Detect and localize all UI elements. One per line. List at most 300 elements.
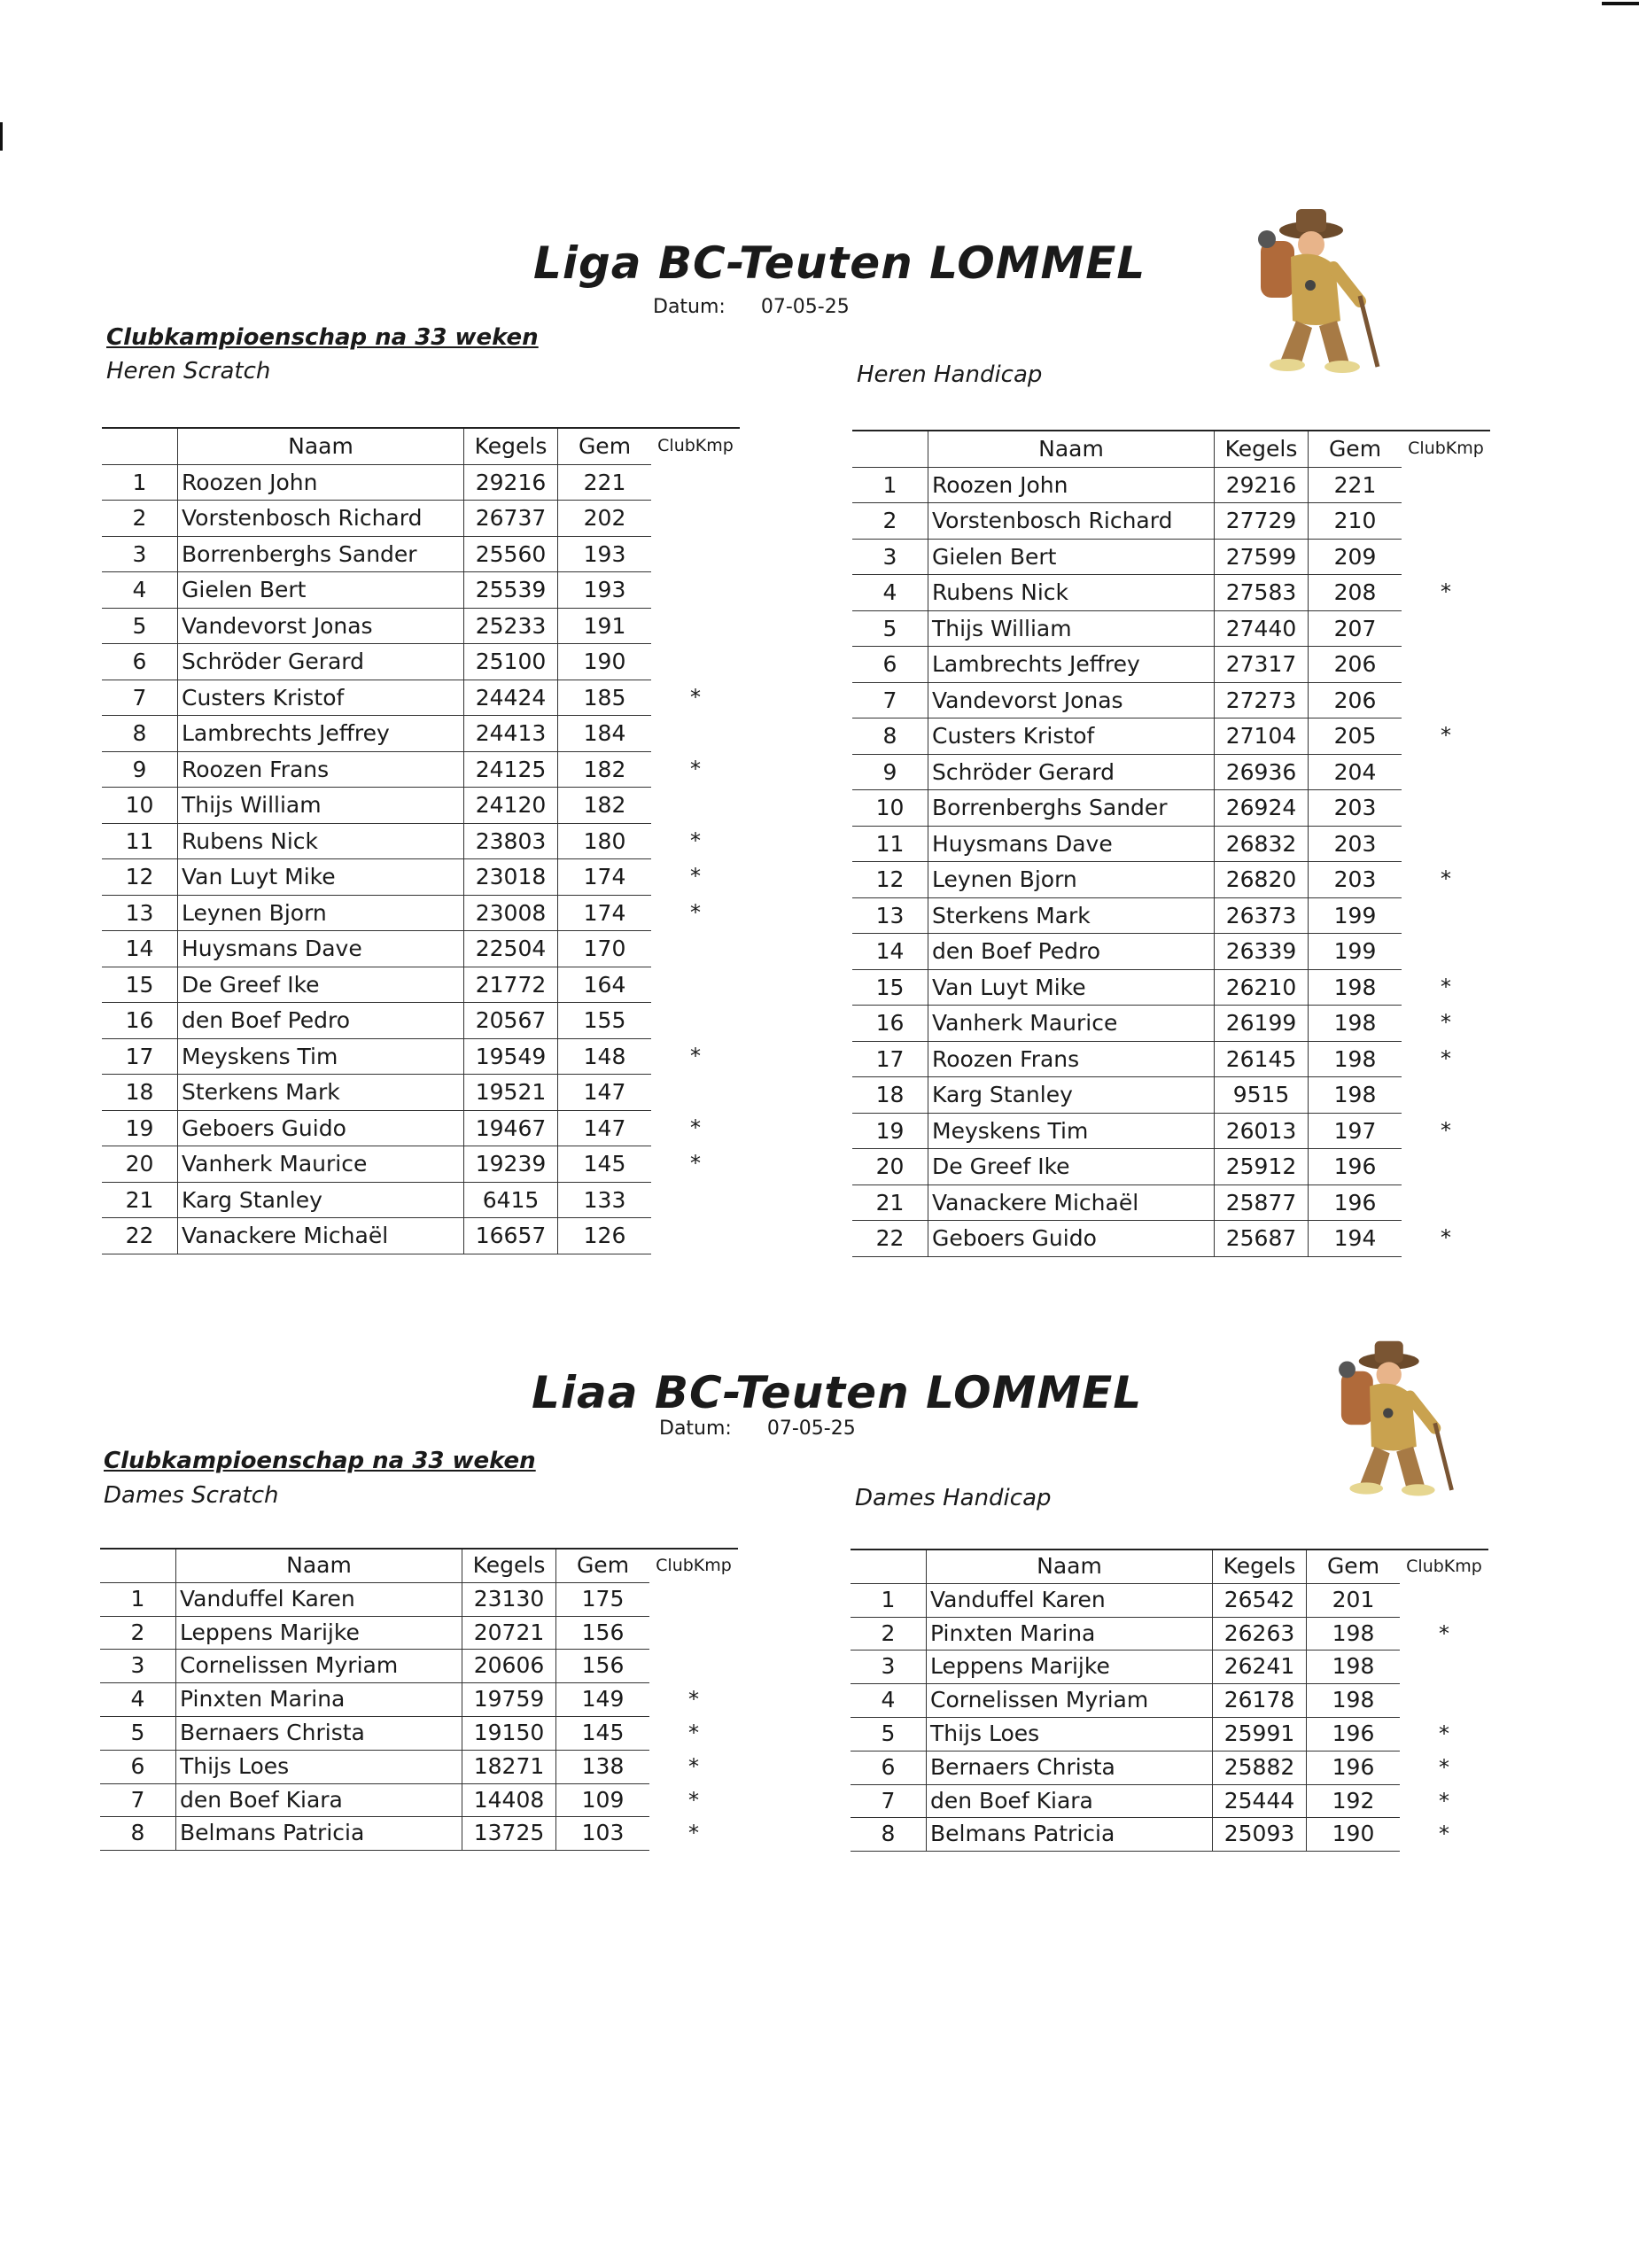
rank-cell: 19 [852,1113,928,1149]
gem-cell: 103 [556,1817,650,1851]
gem-cell: 196 [1309,1149,1402,1185]
rank-cell: 14 [852,934,928,970]
gem-cell: 197 [1309,1113,1402,1149]
kegels-cell: 19759 [462,1683,556,1717]
kegels-cell: 19150 [462,1716,556,1750]
kegels-cell: 26210 [1215,969,1309,1006]
gem-cell: 198 [1309,1077,1402,1114]
kegels-cell: 27317 [1215,647,1309,683]
player-name-cell: Gielen Bert [928,539,1215,575]
kegels-cell: 19521 [464,1075,558,1111]
heren-handicap-label: Heren Handicap [857,361,1043,388]
kegels-cell: 25882 [1213,1751,1307,1784]
table-row [100,1783,738,1817]
rank-cell: 9 [852,754,928,790]
player-name-cell: Vanduffel Karen [927,1583,1213,1617]
kegels-cell: 19467 [464,1110,558,1146]
player-name-cell: Meyskens Tim [928,1113,1215,1149]
section-heading-dames: Clubkampioenschap na 33 weken [104,1448,536,1474]
clubkmp-cell: * [1439,1620,1449,1646]
gem-cell: 203 [1309,826,1402,862]
gem-cell: 164 [558,967,652,1003]
gem-cell: 208 [1309,575,1402,611]
column-header-gem: Gem [556,1549,650,1582]
player-name-cell: Schröder Gerard [178,644,464,680]
player-name-cell: Vanduffel Karen [176,1582,462,1616]
player-name-cell: Leppens Marijke [927,1651,1213,1684]
gem-cell: 192 [1307,1784,1401,1818]
kegels-cell: 26178 [1213,1684,1307,1718]
gem-cell: 201 [1307,1583,1401,1617]
rank-cell: 6 [851,1751,927,1784]
rank-cell: 11 [852,826,928,862]
table-row [100,1716,738,1750]
rank-cell: 6 [852,647,928,683]
player-name-cell: den Boef Pedro [928,934,1215,970]
rank-cell: 22 [102,1218,178,1254]
gem-cell: 190 [1307,1818,1401,1852]
kegels-cell: 26737 [464,501,558,537]
gem-cell: 138 [556,1750,650,1783]
gem-cell: 190 [558,644,652,680]
gem-cell: 175 [556,1582,650,1616]
rank-cell: 2 [102,501,178,537]
dames-scratch-table [100,1548,738,1851]
scan-mark-left [0,122,3,151]
rank-cell: 2 [100,1616,176,1650]
gem-cell: 145 [556,1716,650,1750]
column-header-kegels: Kegels [1213,1550,1307,1583]
datum-value: 07-05-25 [760,296,850,318]
rank-cell: 4 [851,1684,927,1718]
table-row [851,1818,1488,1852]
gem-cell: 185 [558,680,652,716]
table-row [851,1784,1488,1818]
gem-cell: 147 [558,1075,652,1111]
clubkmp-cell: * [1439,1788,1449,1814]
clubkmp-cell [1402,647,1490,683]
gem-cell: 170 [558,931,652,967]
kegels-cell: 26263 [1213,1617,1307,1651]
kegels-cell: 25912 [1215,1149,1309,1185]
gem-cell: 204 [1309,754,1402,790]
clubkmp-cell [651,464,740,501]
table-row [852,503,1490,540]
header-blank-cell [851,1550,927,1583]
kegels-cell: 22504 [464,931,558,967]
player-name-cell: Vanherk Maurice [928,1006,1215,1042]
rank-cell: 15 [852,969,928,1006]
clubkmp-cell [1402,1149,1490,1185]
table-row [851,1617,1488,1651]
dames-handicap-label: Dames Handicap [855,1485,1052,1511]
rank-cell: 13 [102,895,178,931]
player-name-cell: Roozen Frans [928,1041,1215,1077]
kegels-cell: 20606 [462,1650,556,1683]
table-row [852,1077,1490,1114]
rank-cell: 3 [100,1650,176,1683]
rank-cell: 14 [102,931,178,967]
gem-cell: 109 [556,1783,650,1817]
table-row [851,1717,1488,1751]
kegels-cell: 25560 [464,536,558,572]
table-row [100,1750,738,1783]
kegels-cell: 18271 [462,1750,556,1783]
clubkmp-cell [1402,790,1490,827]
clubkmp-cell: * [690,756,701,781]
kegels-cell: 25233 [464,608,558,644]
kegels-cell: 27104 [1215,718,1309,755]
rank-cell: 11 [102,823,178,859]
column-header-gem: Gem [1309,431,1402,467]
kegels-cell: 26199 [1215,1006,1309,1042]
gem-cell: 126 [558,1218,652,1254]
clubkmp-cell [1402,1077,1490,1114]
table-row [102,501,740,537]
rank-cell: 9 [102,751,178,788]
table-row [102,1038,740,1075]
player-name-cell: Thijs William [178,788,464,824]
header-blank-cell [852,431,928,467]
table-row [102,823,740,859]
rank-cell: 12 [102,859,178,896]
rank-cell: 16 [102,1003,178,1039]
player-name-cell: Bernaers Christa [176,1716,462,1750]
kegels-cell: 27729 [1215,503,1309,540]
heren-handicap-body [852,431,1490,1256]
kegels-cell: 26936 [1215,754,1309,790]
gem-cell: 209 [1309,539,1402,575]
clubkmp-cell [1402,467,1490,503]
kegels-cell: 27273 [1215,682,1309,718]
gem-cell: 174 [558,895,652,931]
table-row [100,1683,738,1717]
clubkmp-cell [1402,682,1490,718]
player-name-cell: Rubens Nick [928,575,1215,611]
kegels-cell: 13725 [462,1817,556,1851]
table-row [852,1041,1490,1077]
table-row [102,931,740,967]
player-name-cell: Vanackere Michaël [178,1218,464,1254]
player-name-cell: Van Luyt Mike [928,969,1215,1006]
clubkmp-cell: * [690,899,701,925]
player-name-cell: Custers Kristof [928,718,1215,755]
column-header-clubkmp: ClubKmp [1400,1550,1488,1583]
clubkmp-cell [651,572,740,609]
table-header-row [100,1549,738,1582]
table-row [852,1184,1490,1221]
gem-cell: 156 [556,1650,650,1683]
rank-cell: 4 [100,1683,176,1717]
clubkmp-cell: * [690,827,701,853]
datum-line [653,296,850,318]
rank-cell: 5 [851,1717,927,1751]
kegels-cell: 29216 [1215,467,1309,503]
player-name-cell: Pinxten Marina [176,1683,462,1717]
player-name-cell: Lambrechts Jeffrey [178,716,464,752]
player-name-cell: Cornelissen Myriam [927,1684,1213,1718]
clubkmp-cell [651,1218,740,1254]
table-row [852,718,1490,755]
gem-cell: 198 [1309,1041,1402,1077]
table-row [852,934,1490,970]
player-name-cell: Roozen John [178,464,464,501]
table-row [102,859,740,896]
kegels-cell: 29216 [464,464,558,501]
rank-cell: 1 [100,1582,176,1616]
player-name-cell: Leynen Bjorn [178,895,464,931]
player-name-cell: Thijs Loes [176,1750,462,1783]
table-header-row [851,1550,1488,1583]
column-header-gem: Gem [558,428,652,464]
clubkmp-cell [1400,1684,1488,1718]
gem-cell: 193 [558,572,652,609]
clubkmp-cell: * [688,1753,699,1779]
clubkmp-cell [1402,503,1490,540]
clubkmp-cell: * [690,1151,701,1176]
table-row [102,1110,740,1146]
player-name-cell: Roozen Frans [178,751,464,788]
clubkmp-cell: * [1441,1045,1451,1071]
clubkmp-cell [1402,1184,1490,1221]
kegels-cell: 26145 [1215,1041,1309,1077]
clubkmp-cell: * [690,1043,701,1068]
header-blank-cell [102,428,178,464]
player-name-cell: Leynen Bjorn [928,862,1215,898]
kegels-cell: 25539 [464,572,558,609]
clubkmp-cell [651,501,740,537]
hiker-mascot-icon [1227,197,1387,374]
clubkmp-cell: * [1439,1720,1449,1746]
clubkmp-cell [651,788,740,824]
dames-scratch-body [100,1549,738,1851]
table-row [102,1218,740,1254]
player-name-cell: den Boef Kiara [927,1784,1213,1818]
rank-cell: 18 [102,1075,178,1111]
gem-cell: 203 [1309,862,1402,898]
table-header-row [102,428,740,464]
player-name-cell: Karg Stanley [928,1077,1215,1114]
gem-cell: 196 [1309,1184,1402,1221]
column-header-kegels: Kegels [1215,431,1309,467]
heren-handicap-table [852,430,1490,1257]
table-row [852,647,1490,683]
table-row [100,1650,738,1683]
clubkmp-cell [651,1003,740,1039]
kegels-cell: 23803 [464,823,558,859]
player-name-cell: Custers Kristof [178,680,464,716]
rank-cell: 5 [852,610,928,647]
clubkmp-cell [1402,934,1490,970]
kegels-cell: 24424 [464,680,558,716]
kegels-cell: 26924 [1215,790,1309,827]
table-row [102,572,740,609]
table-row [851,1751,1488,1784]
gem-cell: 147 [558,1110,652,1146]
table-row [102,1146,740,1183]
clubkmp-cell: * [1441,974,1451,999]
player-name-cell: Vorstenbosch Richard [178,501,464,537]
kegels-cell: 26013 [1215,1113,1309,1149]
clubkmp-cell: * [1439,1754,1449,1780]
column-header-clubkmp: ClubKmp [1402,431,1490,467]
gem-cell: 182 [558,751,652,788]
player-name-cell: Vanherk Maurice [178,1146,464,1183]
rank-cell: 5 [102,608,178,644]
player-name-cell: Sterkens Mark [928,897,1215,934]
kegels-cell: 26832 [1215,826,1309,862]
player-name-cell: De Greef Ike [178,967,464,1003]
rank-cell: 21 [852,1184,928,1221]
table-row [852,754,1490,790]
player-name-cell: Geboers Guido [178,1110,464,1146]
table-row [852,1006,1490,1042]
player-name-cell: Schröder Gerard [928,754,1215,790]
rank-cell: 4 [102,572,178,609]
kegels-cell: 26339 [1215,934,1309,970]
clubkmp-cell: * [1441,866,1451,891]
scan-mark-top-right [1602,2,1639,5]
rank-cell: 17 [102,1038,178,1075]
gem-cell: 198 [1307,1651,1401,1684]
table-row [852,539,1490,575]
player-name-cell: Leppens Marijke [176,1616,462,1650]
table-row [852,467,1490,503]
heren-scratch-body [102,428,740,1254]
table-row [100,1817,738,1851]
rank-cell: 10 [852,790,928,827]
gem-cell: 206 [1309,682,1402,718]
kegels-cell: 21772 [464,967,558,1003]
rank-cell: 5 [100,1716,176,1750]
rank-cell: 2 [852,503,928,540]
rank-cell: 17 [852,1041,928,1077]
table-row [100,1582,738,1616]
rank-cell: 16 [852,1006,928,1042]
player-name-cell: Vandevorst Jonas [928,682,1215,718]
table-row [102,967,740,1003]
table-header-row [852,431,1490,467]
kegels-cell: 25687 [1215,1221,1309,1257]
clubkmp-cell: * [688,1687,699,1713]
table-row [852,826,1490,862]
kegels-cell: 25444 [1213,1784,1307,1818]
kegels-cell: 26241 [1213,1651,1307,1684]
gem-cell: 198 [1307,1684,1401,1718]
clubkmp-cell [651,931,740,967]
table-row [852,897,1490,934]
rank-cell: 6 [102,644,178,680]
gem-cell: 207 [1309,610,1402,647]
rank-cell: 13 [852,897,928,934]
player-name-cell: Vandevorst Jonas [178,608,464,644]
column-header-clubkmp: ClubKmp [651,428,740,464]
gem-cell: 199 [1309,934,1402,970]
clubkmp-cell: * [690,864,701,889]
clubkmp-cell [1402,826,1490,862]
column-header-gem: Gem [1307,1550,1401,1583]
gem-cell: 193 [558,536,652,572]
gem-cell: 196 [1307,1751,1401,1784]
clubkmp-cell: * [688,1787,699,1813]
rank-cell: 10 [102,788,178,824]
kegels-cell: 24125 [464,751,558,788]
column-header-kegels: Kegels [462,1549,556,1582]
rank-cell: 7 [102,680,178,716]
kegels-cell: 27583 [1215,575,1309,611]
rank-cell: 7 [851,1784,927,1818]
player-name-cell: Lambrechts Jeffrey [928,647,1215,683]
gem-cell: 174 [558,859,652,896]
rank-cell: 7 [100,1783,176,1817]
clubkmp-cell [649,1616,738,1650]
section-heading: Clubkampioenschap na 33 weken [106,324,539,351]
clubkmp-cell: * [690,1115,701,1140]
kegels-cell: 25991 [1213,1717,1307,1751]
clubkmp-cell: * [1439,1821,1449,1847]
gem-cell: 145 [558,1146,652,1183]
table-row [851,1684,1488,1718]
clubkmp-cell: * [1441,579,1451,604]
gem-cell: 210 [1309,503,1402,540]
gem-cell: 199 [1309,897,1402,934]
player-name-cell: Huysmans Dave [928,826,1215,862]
datum-line-dames [659,1418,856,1440]
player-name-cell: Van Luyt Mike [178,859,464,896]
header-blank-cell [100,1549,176,1582]
table-row [102,644,740,680]
rank-cell: 8 [100,1817,176,1851]
rank-cell: 8 [102,716,178,752]
gem-cell: 198 [1309,969,1402,1006]
page-title: Liga BC-Teuten LOMMEL [533,237,1146,289]
player-name-cell: Meyskens Tim [178,1038,464,1075]
table-row [102,788,740,824]
player-name-cell: den Boef Kiara [176,1783,462,1817]
clubkmp-cell [1402,539,1490,575]
table-row [852,862,1490,898]
kegels-cell: 9515 [1215,1077,1309,1114]
clubkmp-cell [651,536,740,572]
rank-cell: 3 [102,536,178,572]
gem-cell: 180 [558,823,652,859]
player-name-cell: Thijs Loes [927,1717,1213,1751]
dames-scratch-label: Dames Scratch [104,1482,279,1509]
table-row [102,464,740,501]
kegels-cell: 25093 [1213,1818,1307,1852]
player-name-cell: Borrenberghs Sander [928,790,1215,827]
player-name-cell: Belmans Patricia [176,1817,462,1851]
gem-cell: 182 [558,788,652,824]
rank-cell: 22 [852,1221,928,1257]
rank-cell: 4 [852,575,928,611]
table-row [102,1182,740,1218]
gem-cell: 184 [558,716,652,752]
player-name-cell: Borrenberghs Sander [178,536,464,572]
rank-cell: 8 [852,718,928,755]
table-row [102,895,740,931]
rank-cell: 8 [851,1818,927,1852]
table-row [102,1003,740,1039]
kegels-cell: 23008 [464,895,558,931]
gem-cell: 191 [558,608,652,644]
gem-cell: 148 [558,1038,652,1075]
clubkmp-cell [1402,610,1490,647]
page-title-dames: Liaa BC-Teuten LOMMEL [532,1367,1143,1418]
clubkmp-cell: * [688,1720,699,1745]
column-header-naam: Naam [928,431,1215,467]
player-name-cell: Vorstenbosch Richard [928,503,1215,540]
